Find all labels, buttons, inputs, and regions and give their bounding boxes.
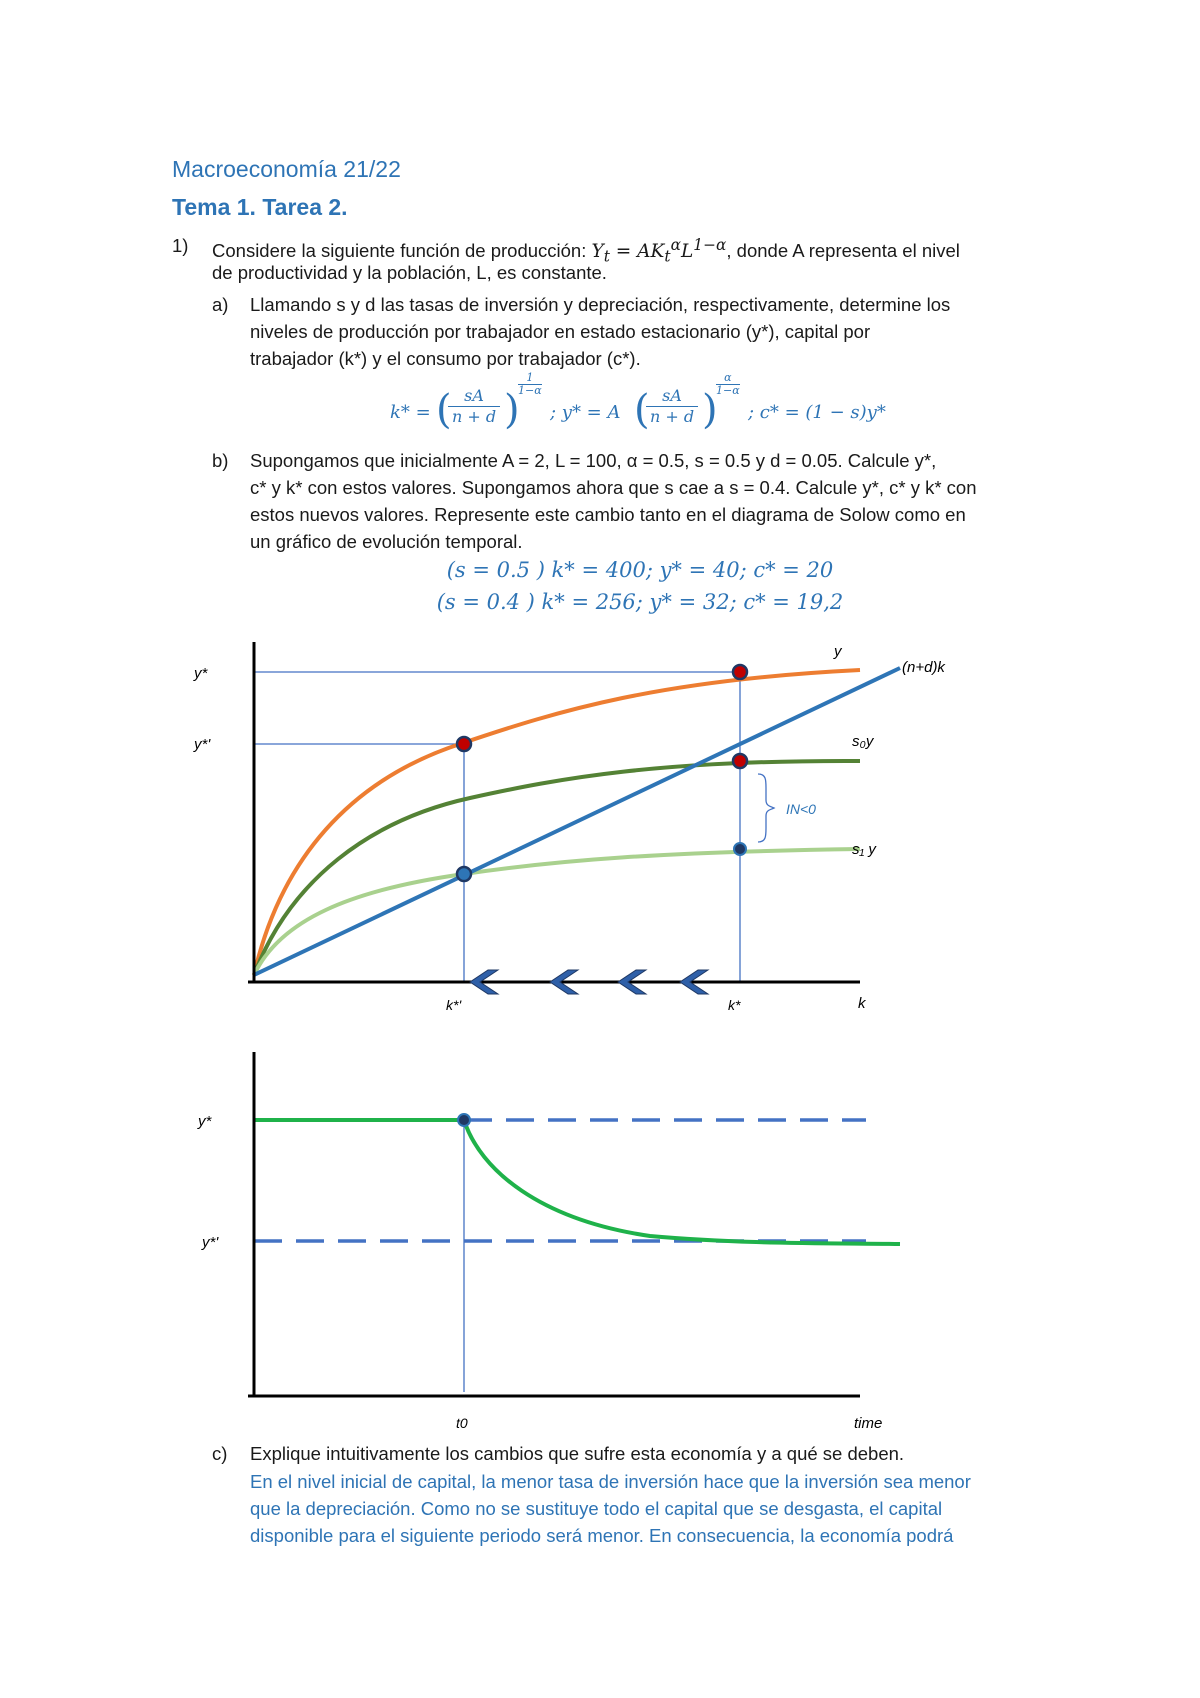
solow-diagram	[180, 630, 960, 1030]
y-star-point	[733, 665, 747, 679]
t0-point	[458, 1114, 470, 1126]
nd-line-label: (n+d)k	[902, 659, 945, 676]
formula-fraction-1	[448, 386, 500, 427]
output-path	[254, 1120, 900, 1244]
k-star-prime-label: k*'	[446, 997, 462, 1013]
formula-exponent-2	[716, 372, 740, 397]
qb-line1: Supongamos que inicialmente A = 2, L = 100, α = 0.5, s = 0.5 y d = 0.05. Calcule y*,	[250, 450, 937, 471]
course-title: Macroeconomía 21/22	[172, 156, 401, 182]
t0-label: t0	[456, 1415, 468, 1430]
time-axis-label: time	[854, 1415, 883, 1430]
q1-number: 1)	[172, 235, 189, 256]
q1-intro-c: de productividad y la población, L, es constante.	[212, 262, 607, 283]
topic-title: Tema 1. Tarea 2.	[172, 194, 348, 220]
qb-answer-2: (s = 0.4 ) k* = 256; y* = 32; c* = 19,2	[436, 590, 844, 614]
qa-line2: niveles de producción por trabajador en estado estacionario (y*), capital por	[250, 321, 871, 342]
in-label: IN<0	[786, 801, 816, 817]
qa-label: a)	[212, 294, 229, 315]
formula-exponent-1	[518, 372, 542, 397]
formula-y-star: ; y* = A	[550, 402, 621, 423]
qc-answer-1: En el nivel inicial de capital, la menor tasa de inversión hace que la inversión sea menor	[250, 1471, 971, 1492]
new-steady-state-point	[457, 867, 471, 881]
exponent-denominator: 1−α	[716, 384, 740, 397]
qb-line4: un gráfico de evolución temporal.	[250, 531, 523, 552]
y-curve-label: y	[834, 643, 842, 660]
q1-intro: Considere la siguiente función de producción:	[212, 240, 592, 262]
y-star-label: y*	[194, 665, 208, 682]
q1-production-function: $Y_t = AK_t^\alpha L^{1-\alpha}$	[591, 236, 727, 266]
exponent-numerator: 1	[518, 372, 542, 385]
qa-line3: trabajador (k*) y el consumo por trabajador (c*).	[250, 348, 641, 369]
y-star-prime-label: y*'	[202, 1234, 219, 1251]
qb-label: b)	[212, 450, 229, 471]
exponent-denominator: 1−α	[518, 384, 542, 397]
qc-answer-2: que la depreciación. Como no se sustituye todo el capital que se desgasta, el capital	[250, 1498, 943, 1519]
qc-answer-3: disponible para el siguiente periodo será menor. En consecuencia, la economía podrá	[250, 1525, 954, 1546]
formula-k-star: k* =	[390, 402, 431, 423]
brace	[758, 774, 774, 842]
s0y-label: s₀y	[852, 733, 874, 750]
s1y-curve	[254, 849, 860, 975]
nd-line	[254, 668, 900, 975]
fraction-denominator: n + d	[650, 407, 695, 426]
y-star-prime-label: y*'	[194, 736, 211, 753]
q1-intro-b: , donde A representa el nivel	[726, 240, 960, 262]
fraction-numerator: sA	[448, 386, 500, 407]
fraction-numerator: sA	[646, 386, 698, 407]
y-star-label: y*	[198, 1113, 212, 1130]
fraction-denominator: n + d	[452, 407, 497, 426]
s1y-label: s₁ y	[852, 841, 876, 858]
qa-answer-formula: k* = ( $\frac{sA}{n + d}$ ) $\frac{1}{1-\alpha}$ ; y* = A ( $\frac{sA}{n + d}$ ) $\frac{\alpha}{1-\alpha}$ ; c* = (1 − s)y*	[390, 371, 886, 433]
k-star-label: k*	[728, 997, 741, 1013]
s0y-curve	[254, 761, 860, 975]
exponent-numerator: α	[716, 372, 740, 385]
qb-line2: c* y k* con estos valores. Supongamos ahora que s cae a s = 0.4. Calcule y*, c* y k* con	[250, 477, 977, 498]
y-curve	[254, 670, 860, 975]
qa-line1: Llamando s y d las tasas de inversión y depreciación, respectivamente, determine los	[250, 294, 951, 315]
k-axis-label: k	[858, 995, 866, 1012]
y-star-prime-point	[457, 737, 471, 751]
qb-answer-1: (s = 0.5 ) k* = 400; y* = 40; c* = 20	[446, 558, 834, 582]
formula-c-star: ; c* = (1 − s)y*	[748, 402, 886, 423]
formula-fraction-2	[646, 386, 698, 427]
steady-state-point	[733, 754, 747, 768]
qc-question: Explique intuitivamente los cambios que sufre esta economía y a qué se deben.	[250, 1443, 905, 1464]
qc-label: c)	[212, 1443, 228, 1464]
investment-point	[734, 843, 746, 855]
time-evolution-chart	[180, 1030, 960, 1430]
qb-line3: estos nuevos valores. Represente este cambio tanto en el diagrama de Solow como en	[250, 504, 966, 525]
